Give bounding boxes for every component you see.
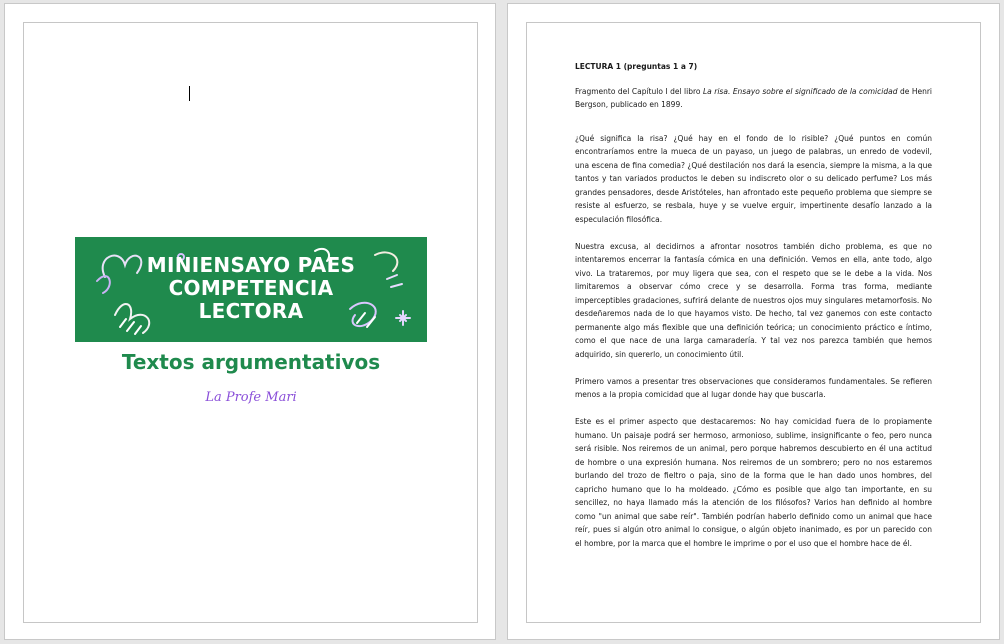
cover-author: La Profe Mari bbox=[205, 390, 297, 405]
paragraph: ¿Qué significa la risa? ¿Qué hay en el fondo de lo risible? ¿Qué puntos en común encontraríamos entre la mueca de un payaso, un juego de palabras, un enredo de vodevil, una escena de fina comedia? ¿Qué destilación nos dará la esencia, siempre la misma, a la que tantos y tan variados productos le deben su indiscreto olor o su delicado perfume? Los más grandes pensadores, desde Aristóteles, han afrontado este pequeño problema que siempre se resiste al esfuerzo, se resbala, huye y se vuelve erguir, impertinente desafío lanzado a la especulación filosófica. bbox=[575, 133, 932, 224]
intro-text-before: Fragmento del Capítulo I del libro bbox=[575, 86, 703, 96]
reading-intro bbox=[575, 85, 932, 112]
reading-heading: LECTURA 1 (preguntas 1 a 7) bbox=[575, 62, 698, 71]
document-body bbox=[575, 60, 932, 550]
cover-title bbox=[75, 254, 427, 323]
book-title: La risa. Ensayo sobre el significado de la comicidad bbox=[703, 86, 898, 96]
paragraph: Primero vamos a presentar tres observaciones que consideramos fundamentales. Se refieren menos a la propia comicidad que al lugar donde hay que buscarla. bbox=[575, 376, 932, 399]
cover-banner bbox=[75, 237, 427, 342]
cover-subtitle: Textos argumentativos bbox=[121, 350, 381, 374]
paragraph: Este es el primer aspecto que destacaremos: No hay comicidad fuera de lo propiamente humano. Un paisaje podrá ser hermoso, armonioso, sublime, insignificante o feo, pero nunca será risible. Nos reiremos de un animal, pero porque habremos descubierto en él una actitud de hombre o una expresión humana. Nos reiremos de un sombrero; pero no nos estaremos burlando del trozo de fieltro o paja, sino de la forma que le han dado unos hombres, del capricho humano que lo ha moldeado. ¿Cómo es posible que algo tan importante, en su sencillez, no haya llamado más la atención de los filósofos? Varios han definido al hombre como "un animal que sabe reír". También podrían haberlo definido como un animal que hace reír, pues si algún otro animal lo consigue, o algún objeto inanimado, es por un parecido con el hombre, por la marca que el hombre le imprime o por el uso que el hombre hace de él. bbox=[575, 417, 932, 548]
cover-page bbox=[4, 3, 496, 640]
reading-page bbox=[507, 3, 1000, 640]
paragraph: Nuestra excusa, al decidirnos a afrontar nosotros también dicho problema, es que no intentaremos encerrar la fantasía cómica en una definición. Vemos en ella, ante todo, algo vivo. La trataremos, por muy ligera que sea, con el respeto que se le debe a la vida. Nos limitaremos a observar cómo crece y se desarrolla. Forma tras forma, mediante imperceptibles gradaciones, sufrirá delante de nuestros ojos muy singulares metamorfosis. No desdeñaremos nada de lo que hayamos visto. De hecho, tal vez ganemos con este contacto permanente algo más flexible que una definición teórica; un conocimiento práctico e íntimo, como el que nace de una larga camaradería. Y tal vez nos parezca también que hemos adquirido, sin quererlo, un conocimiento útil. bbox=[575, 241, 932, 359]
cover-title-line: COMPETENCIA bbox=[168, 276, 334, 300]
intro-text-after: de Henri Bergson, publicado en 1899. bbox=[575, 86, 932, 109]
text-cursor bbox=[189, 86, 190, 101]
cover-title-line: LECTORA bbox=[198, 299, 304, 323]
cover-title-line: MINIENSAYO PAES bbox=[146, 253, 356, 277]
